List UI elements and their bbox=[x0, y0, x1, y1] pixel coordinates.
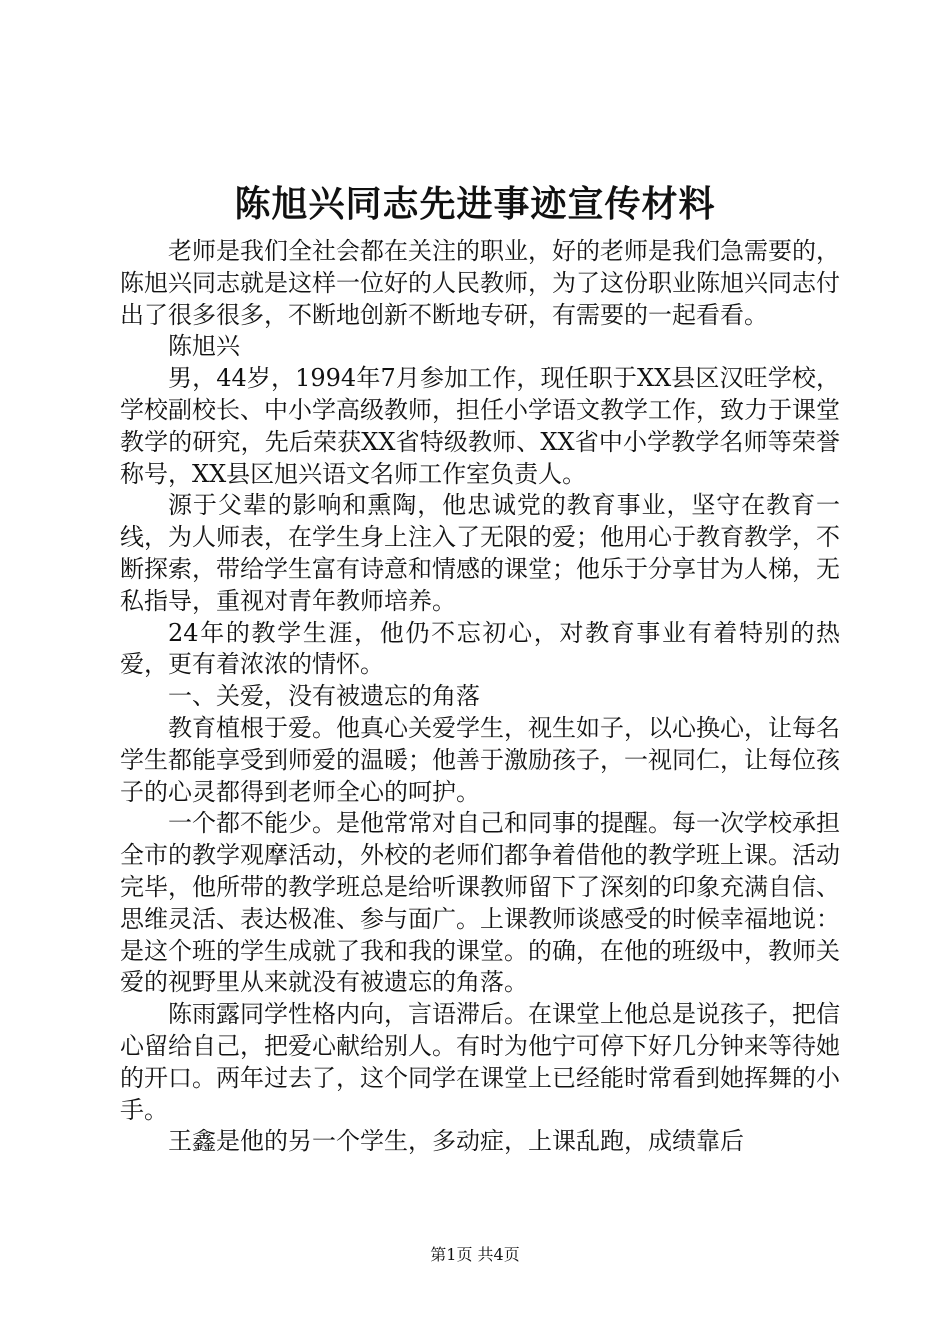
page-number: 第1页 共4页 bbox=[430, 1245, 520, 1264]
paragraph-intro: 老师是我们全社会都在关注的职业，好的老师是我们急需要的，陈旭兴同志就是这样一位好的人民教师，为了这份职业陈旭兴同志付出了很多很多，不断地创新不断地专研，有需要的一起看看。 bbox=[120, 237, 840, 329]
document-body bbox=[120, 236, 840, 1158]
paragraph-career: 24年的教学生涯，他仍不忘初心，对教育事业有着特别的热爱，更有着浓浓的情怀。 bbox=[120, 618, 840, 679]
section-heading: 一、关爱，没有被遗忘的角落 bbox=[168, 682, 480, 711]
paragraph-influence: 源于父辈的影响和熏陶，他忠诚党的教育事业，坚守在教育一线，为人师表，在学生身上注入了无限的爱；他用心于教育教学，不断探索，带给学生富有诗意和情感的课堂；他乐于分享甘为人梯，无私指导，重视对青年教师培养。 bbox=[120, 491, 840, 615]
paragraph-love: 教育植根于爱。他真心关爱学生，视生如子，以心换心，让每名学生都能享受到师爱的温暖；他善于激励孩子，一视同仁，让每位孩子的心灵都得到老师全心的呵护。 bbox=[120, 713, 840, 806]
paragraph-student-chen: 陈雨露同学性格内向，言语滞后。在课堂上他总是说孩子，把信心留给自己，把爱心献给别人。有时为他宁可停下好几分钟来等待她的开口。两年过去了，这个同学在课堂上已经能时常看到她挥舞的小手。 bbox=[120, 1000, 840, 1124]
paragraph-profile: 男，44岁，1994年7月参加工作，现任职于XX县区汉旺学校，学校副校长、中小学高级教师，担任小学语文教学工作，致力于课堂教学的研究，先后荣获XX省特级教师、XX省中小学教学名师等荣誉称号，XX县区旭兴语文名师工作室负责人。 bbox=[120, 364, 840, 488]
paragraph-none-left-behind: 一个都不能少。是他常常对自己和同事的提醒。每一次学校承担全市的教学观摩活动，外校的老师们都争着借他的教学班上课。活动完毕，他所带的教学班总是给听课教师留下了深刻的印象充满自信、思维灵活、表达极准、参与面广。上课教师谈感受的时候幸福地说：是这个班的学生成就了我和我的课堂。的确，在他的班级中，教师关爱的视野里从来就没有被遗忘的角落。 bbox=[120, 809, 840, 997]
document-title: 陈旭兴同志先进事迹宣传材料 bbox=[234, 183, 716, 225]
paragraph-name: 陈旭兴 bbox=[168, 332, 240, 361]
paragraph-student-wang: 王鑫是他的另一个学生，多动症，上课乱跑，成绩靠后 bbox=[168, 1127, 744, 1156]
